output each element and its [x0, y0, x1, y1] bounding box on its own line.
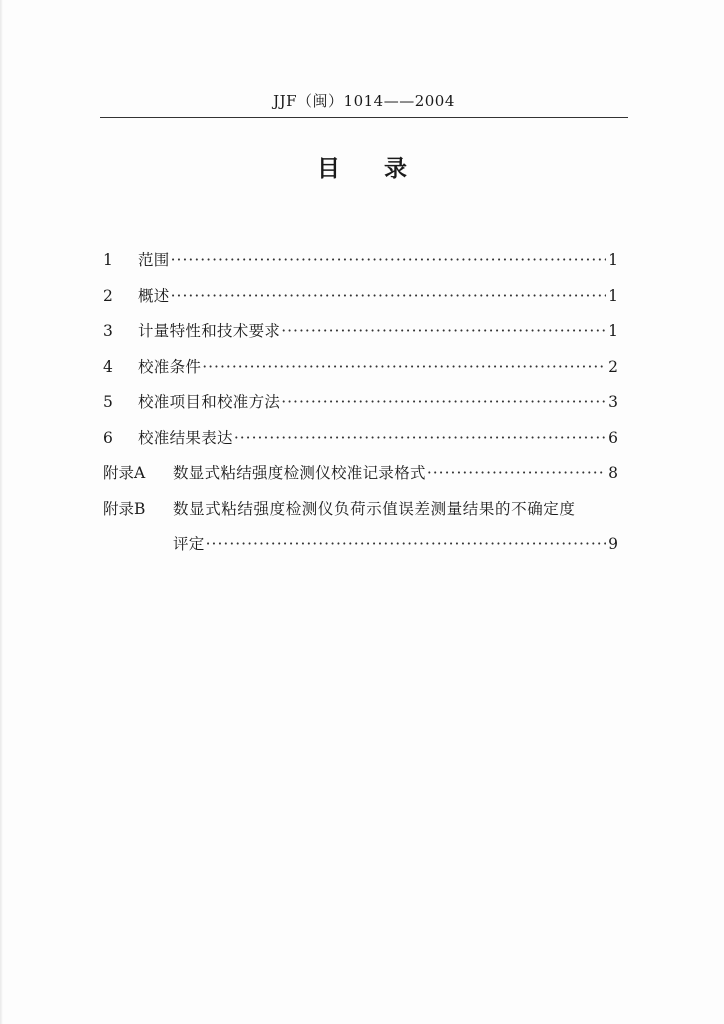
standard-code-header: JJF（闽）1014——2004 [273, 92, 455, 110]
toc-leader-dots [171, 248, 606, 272]
toc-entry-page: 1 [608, 251, 618, 269]
toc-entry-title: 校准项目和校准方法 [138, 393, 281, 411]
toc-entry-page: 2 [608, 357, 618, 376]
toc-entry-number: 5 [103, 393, 113, 411]
table-of-contents [103, 248, 618, 568]
toc-entry-title: 概述 [138, 286, 170, 305]
toc-title: 目录 [317, 156, 451, 182]
toc-appendix-b-continued [103, 532, 618, 568]
toc-entry-title: 校准结果表达 [138, 428, 233, 447]
toc-entry-4 [103, 355, 618, 391]
toc-leader-dots [281, 319, 606, 343]
toc-appendix-b [103, 497, 618, 533]
toc-leader-dots [171, 284, 606, 308]
toc-entry-page: 1 [608, 322, 618, 340]
toc-entry-3 [103, 319, 618, 355]
toc-appendix-a [103, 461, 618, 497]
toc-entry-1 [103, 248, 618, 284]
appendix-label: 附录A [103, 464, 146, 482]
toc-leader-dots [234, 426, 606, 450]
appendix-title-line-1: 数显式粘结强度检测仪负荷示值误差测量结果的不确定度 [173, 499, 576, 518]
toc-entry-title: 范围 [138, 251, 170, 269]
toc-entry-number: 1 [103, 251, 113, 269]
toc-entry-title: 计量特性和技术要求 [138, 322, 281, 340]
toc-entry-number: 6 [103, 428, 113, 447]
toc-entry-page: 1 [608, 286, 618, 305]
toc-entry-number: 2 [103, 286, 113, 305]
toc-entry-page: 9 [608, 535, 618, 553]
toc-entry-2 [103, 284, 618, 320]
toc-entry-number: 4 [103, 357, 113, 376]
appendix-label: 附录B [103, 499, 146, 518]
toc-entry-title: 校准条件 [138, 357, 202, 376]
toc-leader-dots [281, 390, 606, 414]
toc-leader-dots [427, 461, 606, 485]
toc-entry-page: 6 [608, 428, 618, 447]
appendix-title: 数显式粘结强度检测仪校准记录格式 [173, 464, 426, 482]
toc-entry-number: 3 [103, 322, 113, 340]
toc-leader-dots [202, 355, 606, 379]
toc-entry-page: 8 [608, 464, 618, 482]
toc-leader-dots [206, 532, 606, 556]
header-rule [100, 117, 628, 118]
toc-entry-page: 3 [608, 393, 618, 411]
appendix-title-line-2: 评定 [173, 535, 205, 553]
toc-entry-6 [103, 426, 618, 462]
toc-entry-5 [103, 390, 618, 426]
